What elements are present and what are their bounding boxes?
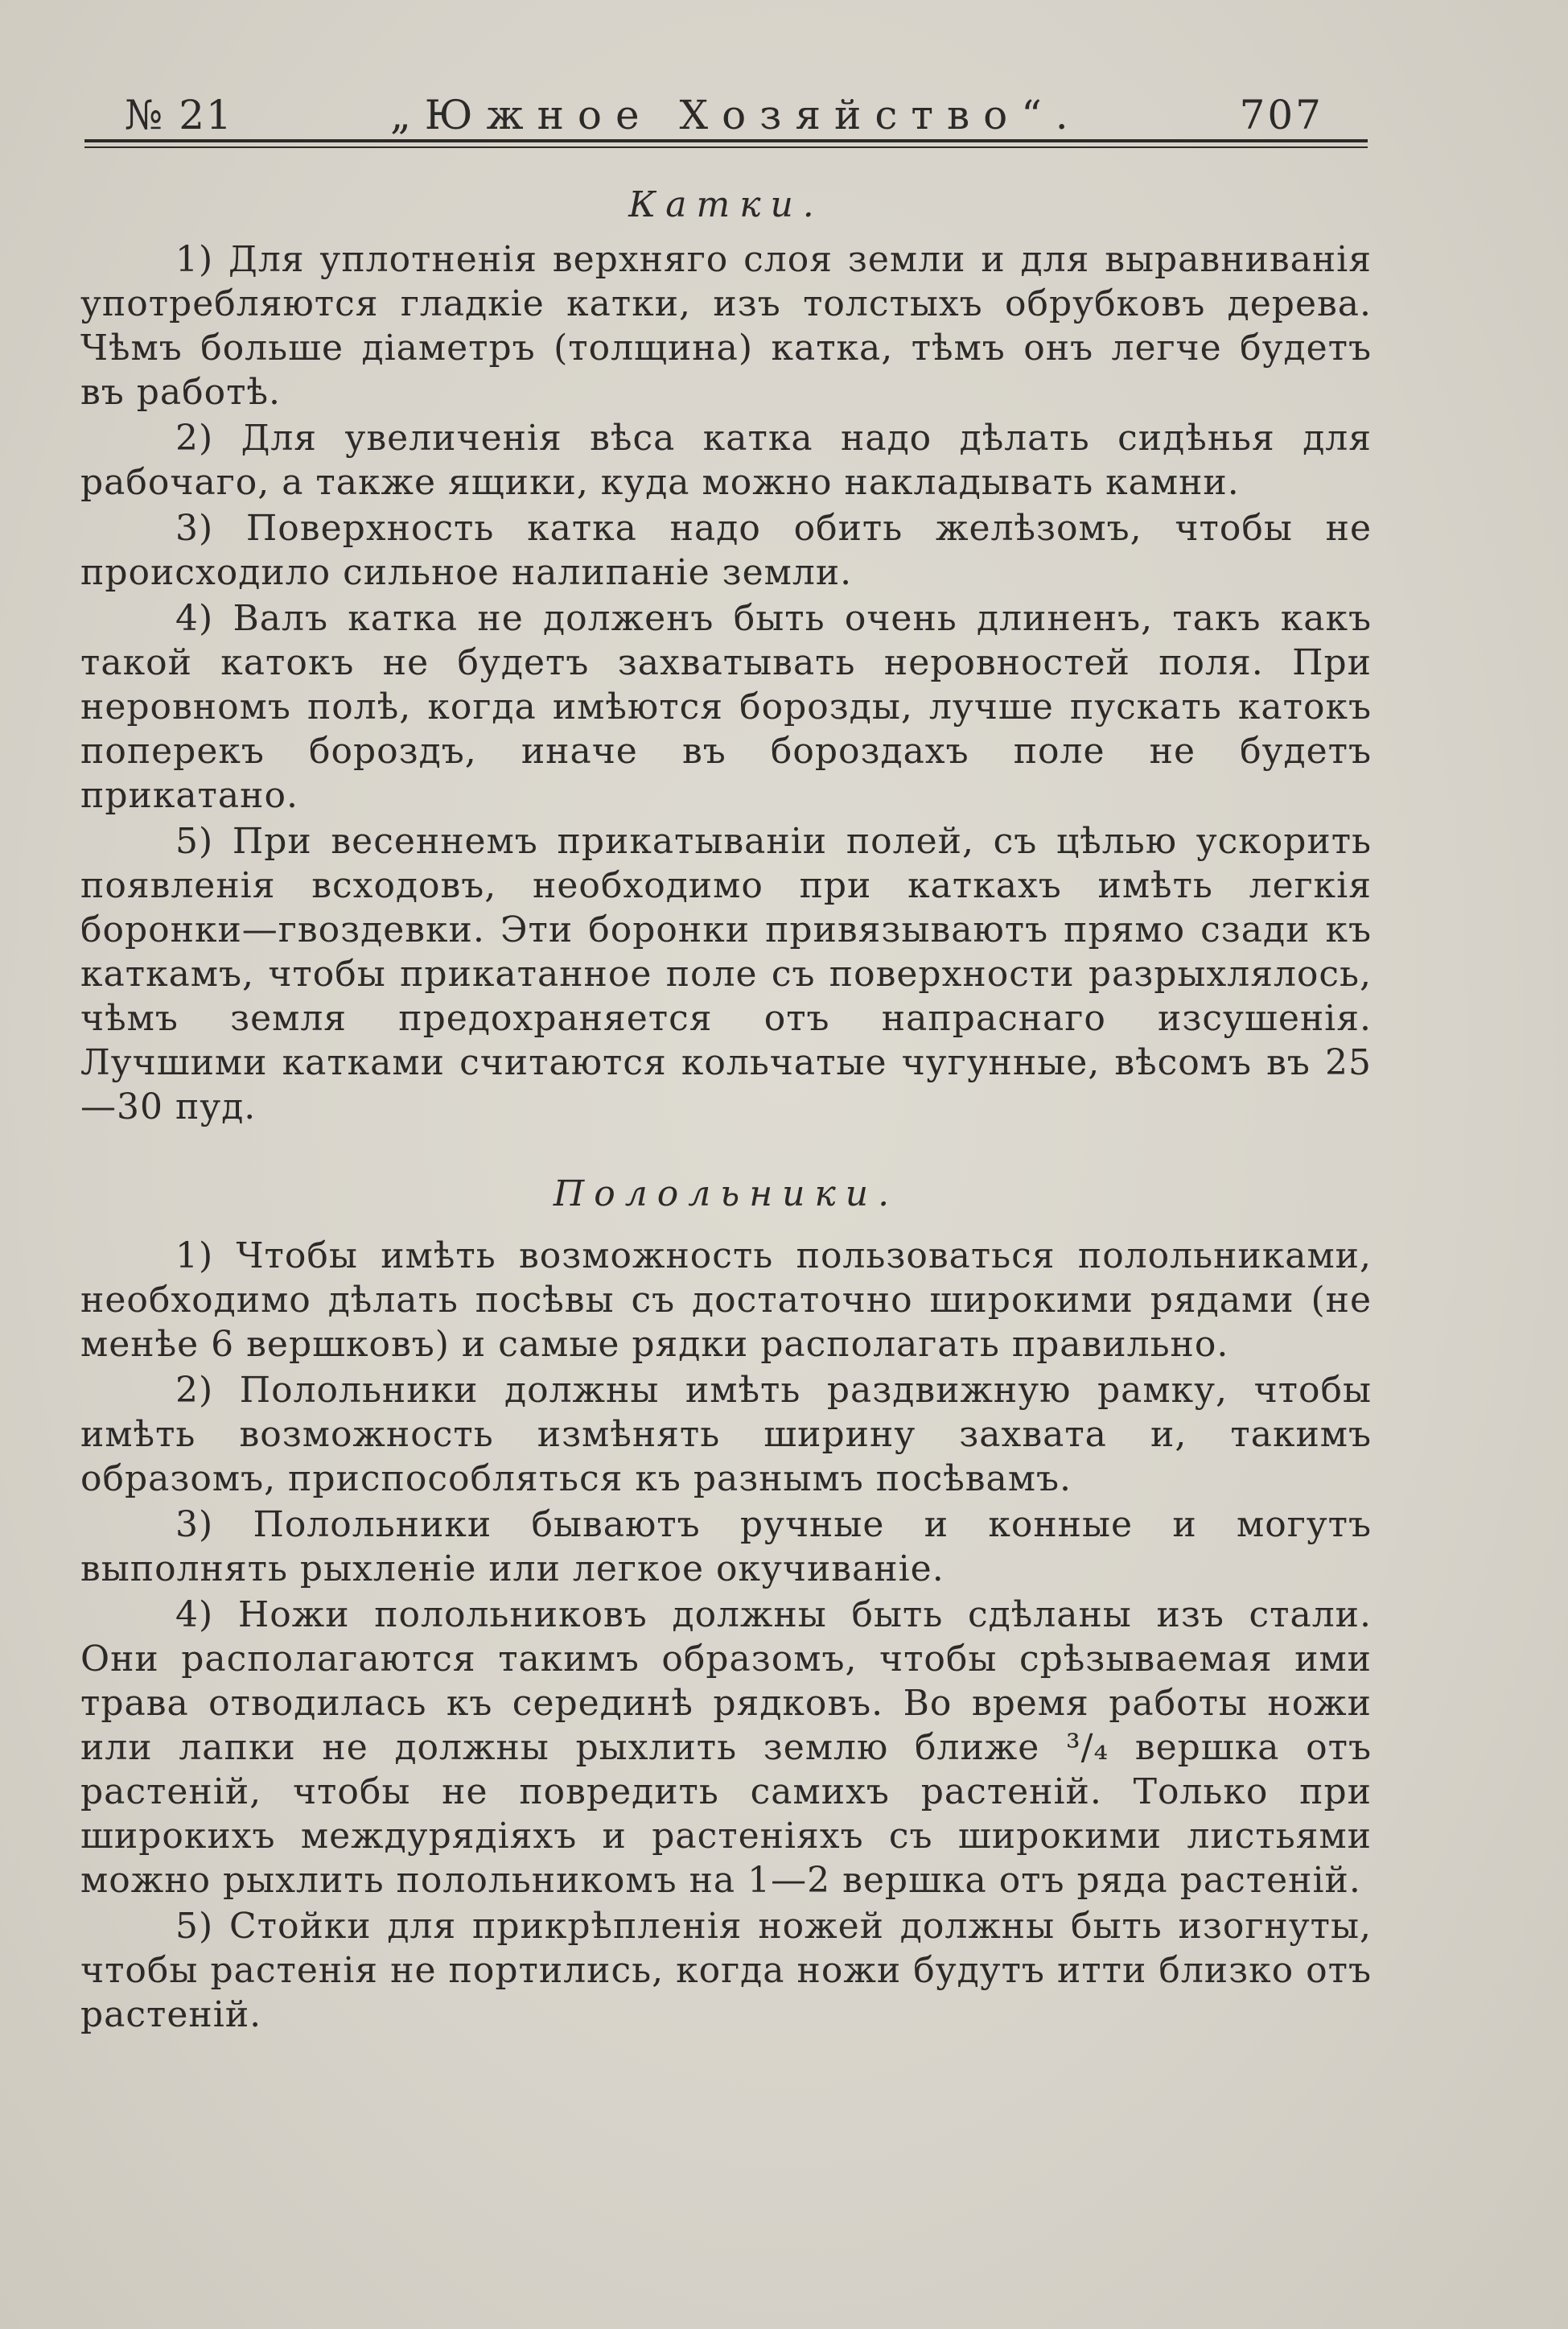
section-title-pololniki: Полольники. <box>553 1173 899 1214</box>
paragraph: 1) Чтобы имѣть возможность пользоваться полольниками, необходимо дѣлать посѣвы съ достаточно широкими рядами (не менѣе 6 вершковъ) и самые рядки располагать правильно. <box>80 1235 1372 1365</box>
running-header <box>84 87 1368 143</box>
paragraph: 1) Для уплотненія верхняго слоя земли и для выравниванія употребляются гладкіе катки, изъ толстыхъ обрубковъ дерева. Чѣмъ больше діаметръ (толщина) катка, тѣмъ онъ легче будетъ въ работѣ. <box>80 239 1372 413</box>
paragraph: 3) Полольники бываютъ ручные и конные и могутъ выполнять рыхленіе или легкое окучиваніе. <box>80 1504 1372 1589</box>
paragraph: 5) Стойки для прикрѣпленія ножей должны быть изогнуты, чтобы растенія не портились, когда ножи будутъ итти близко отъ растеній. <box>80 1906 1372 2035</box>
paragraph: 4) Ножи полольниковъ должны быть сдѣланы изъ стали. Они располагаются такимъ образомъ, чтобы срѣзываемая ими трава отводилась къ серединѣ рядковъ. Во время работы ножи или лапки не должны рыхлить землю ближе ³/₄ вершка отъ растеній, чтобы не повредить самихъ растеній. Только при широкихъ междурядіяхъ и растеніяхъ съ широкими листьями можно рыхлить полольникомъ на 1—2 вершка отъ ряда растеній. <box>80 1594 1372 1901</box>
paragraph: 2) Полольники должны имѣть раздвижную рамку, чтобы имѣть возможность измѣнять ширину захвата и, такимъ образомъ, приспособляться къ разнымъ посѣвамъ. <box>80 1370 1372 1499</box>
paragraph: 5) При весеннемъ прикатываніи полей, съ цѣлью ускорить появленія всходовъ, необходимо при каткахъ имѣть легкія боронки—гвоздевки. Эти боронки привязываютъ прямо сзади къ каткамъ, чтобы прикатанное поле съ поверхности разрыхлялось, чѣмъ земля предохраняется отъ напраснаго изсушенія. Лучшими катками считаются кольчатые чугунные, вѣсомъ въ 25—30 пуд. <box>80 821 1372 1127</box>
header-rule <box>84 139 1368 142</box>
paragraph: 4) Валъ катка не долженъ быть очень длиненъ, такъ какъ такой катокъ не будетъ захватывать неровностей поля. При неровномъ полѣ, когда имѣются борозды, лучше пускать катокъ поперекъ бороздъ, иначе въ бороздахъ поле не будетъ прикатано. <box>80 598 1372 816</box>
header-rule-thin <box>84 146 1368 148</box>
issue-number: № 21 <box>125 92 233 138</box>
paragraph: 3) Поверхность катка надо обить желѣзомъ, чтобы не происходило сильное налипаніе земли. <box>80 508 1372 593</box>
journal-title: „Южное Хозяйство“. <box>390 92 1082 138</box>
paragraph: 2) Для увеличенія вѣса катка надо дѣлать сидѣнья для рабочаго, а также ящики, куда можно накладывать камни. <box>80 418 1372 503</box>
article-body <box>80 173 1372 2037</box>
page-number: 707 <box>1239 92 1323 138</box>
section-title-katki: Катки. <box>628 184 824 225</box>
